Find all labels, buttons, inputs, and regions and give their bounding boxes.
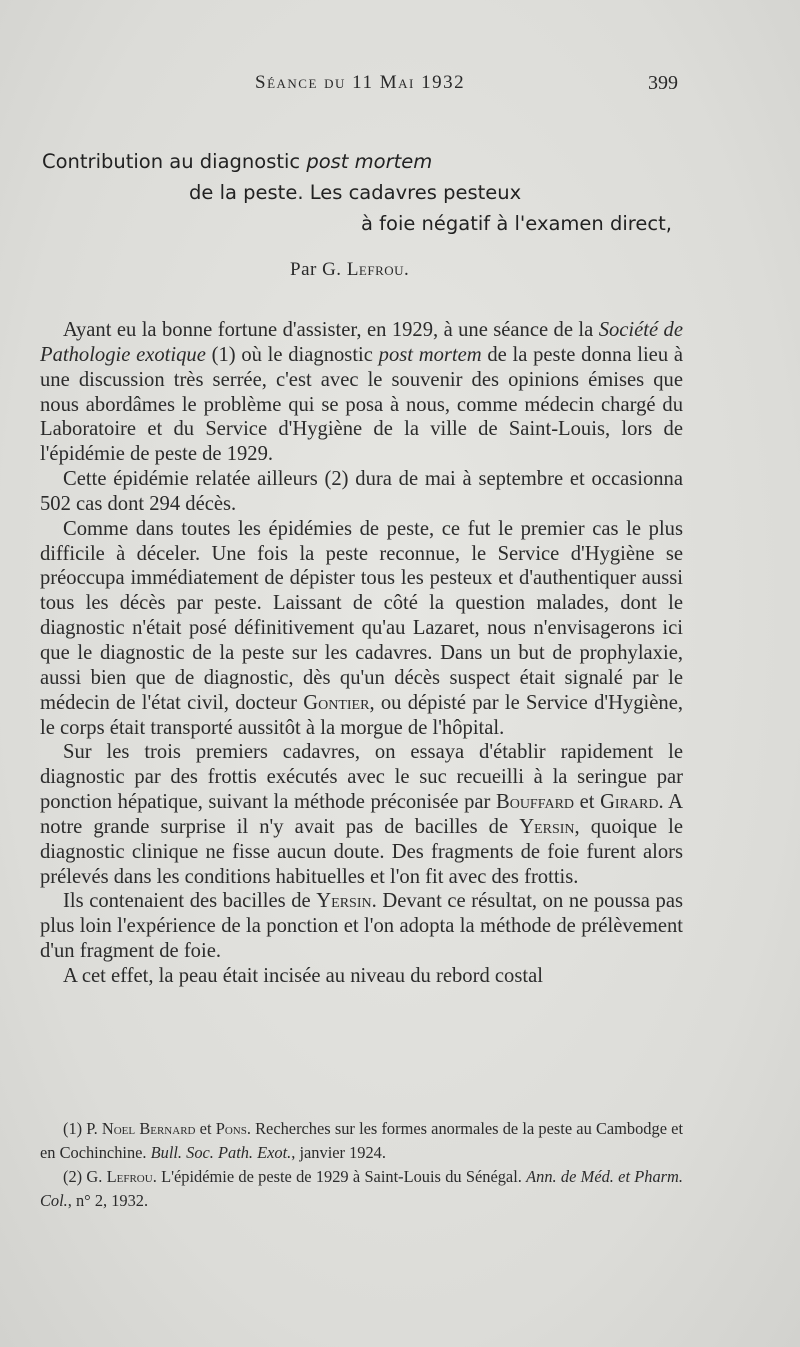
text-run: et — [574, 791, 601, 814]
text-run: Ayant eu la bonne fortune d'assister, en 1929, à une séance de la — [63, 319, 599, 341]
paragraph-1 — [40, 318, 683, 467]
text-run: (1) où le diagnostic — [205, 343, 379, 366]
person-name: Yersin — [519, 815, 575, 838]
paragraph-3 — [40, 517, 683, 741]
person-name: Noel Bernard — [101, 1119, 196, 1138]
author-byline — [290, 259, 409, 281]
footnote-2 — [40, 1165, 683, 1213]
footnotes — [40, 1117, 683, 1213]
person-name: Gontier — [303, 691, 370, 714]
running-title: Séance du 11 Mai 1932 — [255, 72, 466, 93]
text-run: et — [195, 1119, 216, 1138]
person-name: Lefrou — [106, 1167, 153, 1186]
text-run: , janvier 1924. — [291, 1143, 386, 1162]
article-body — [40, 318, 683, 989]
paragraph-5 — [40, 889, 683, 964]
text-run: , n° 2, 1932. — [67, 1191, 149, 1210]
article-title-italic: post mortem — [306, 150, 433, 173]
author-prefix: Par G. — [290, 259, 347, 280]
paragraph-4 — [40, 740, 683, 889]
text-run: Comme dans toutes les épidémies de peste, ce fut le premier cas le plus difficile à déceler. Une fois la peste reconnue, le Service d'Hygiène se préoccupa immédiatement de dépister tous les pesteux et d'authentiquer aussi tous les décès par peste. Laissant de côté la question malades, dont le diagnostic n'était posé définitivement qu'au Lazaret, nous n'envisagerons ici que le diagnostic de la peste sur les cadavres. Dans un but de prophylaxie, aussi bien que de diagnostic, dès qu'un décès suspect était signalé par le médecin de l'état civil, docteur — [40, 517, 683, 714]
text-run: (1) P. — [63, 1119, 102, 1138]
society-name: Société de Pathologie exotique — [40, 319, 683, 366]
latin-term: post mortem — [378, 343, 482, 366]
text-run: , ou dépisté par le Service d'Hygiène, le corps était transporté aussitôt à la morgue de l'hôpital. — [40, 691, 683, 739]
paragraph-2: Cette épidémie relatée ailleurs (2) dura de mai à septembre et occasionna 502 cas dont 294 décès. — [40, 468, 683, 515]
paragraph-6: A cet effet, la peau était incisée au niveau du rebord costal — [63, 964, 543, 987]
text-run: . Recherches sur les formes anormales de la peste au Cambodge et en Cochinchine. — [40, 1119, 683, 1162]
article-title-text: Contribution au diagnostic — [42, 150, 307, 173]
journal-title: Ann. de Méd. et Pharm. Col. — [40, 1167, 683, 1210]
person-name: Girard — [600, 791, 659, 814]
article-title-line-2: de la peste. Les cadavres pesteux — [189, 181, 522, 204]
text-run: (2) G. — [63, 1167, 107, 1186]
running-header — [0, 72, 800, 102]
person-name: Pons — [215, 1119, 247, 1138]
person-name: Bouffard — [495, 791, 575, 814]
text-run: Sur les trois premiers cadavres, on essaya d'établir rapidement le diagnostic par des frottis exécutés avec le suc recueilli à la seringue par ponction hépatique, suivant la méthode préconisée par — [40, 741, 683, 814]
article-title-line-1 — [42, 150, 432, 173]
text-run: Ils contenaient des bacilles de — [63, 890, 317, 913]
person-name: Yersin — [316, 890, 372, 913]
text-run: de la peste donna lieu à une discussion très serrée, c'est avec le souvenir des opinions émises que nous abordâmes le problème qui se posa à nous, comme médecin chargé du Laboratoire et du Service d'Hygiène de la ville de Saint-Louis, lors de l'épidémie de peste de 1929. — [40, 343, 683, 466]
text-run: . A notre grande surprise il n'y avait pas de bacilles de — [40, 791, 683, 838]
author-name: Lefrou. — [346, 259, 410, 280]
text-run: , quoique le diagnostic clinique ne fisse aucun doute. Des fragments de foie furent alors prélevés dans les conditions habituelles et l'on fit avec des frottis. — [40, 815, 684, 888]
text-run: . Devant ce résultat, on ne poussa pas plus loin l'expérience de la ponction et l'on adopta la méthode de prélèvement d'un fragment de foie. — [40, 890, 683, 963]
text-run: . L'épidémie de peste de 1929 à Saint-Louis du Sénégal. — [152, 1167, 527, 1186]
article-title-line-3: à foie négatif à l'examen direct, — [361, 212, 672, 235]
journal-title: Bull. Soc. Path. Exot. — [150, 1143, 292, 1162]
page-number: 399 — [648, 72, 678, 94]
footnote-1 — [40, 1117, 683, 1165]
